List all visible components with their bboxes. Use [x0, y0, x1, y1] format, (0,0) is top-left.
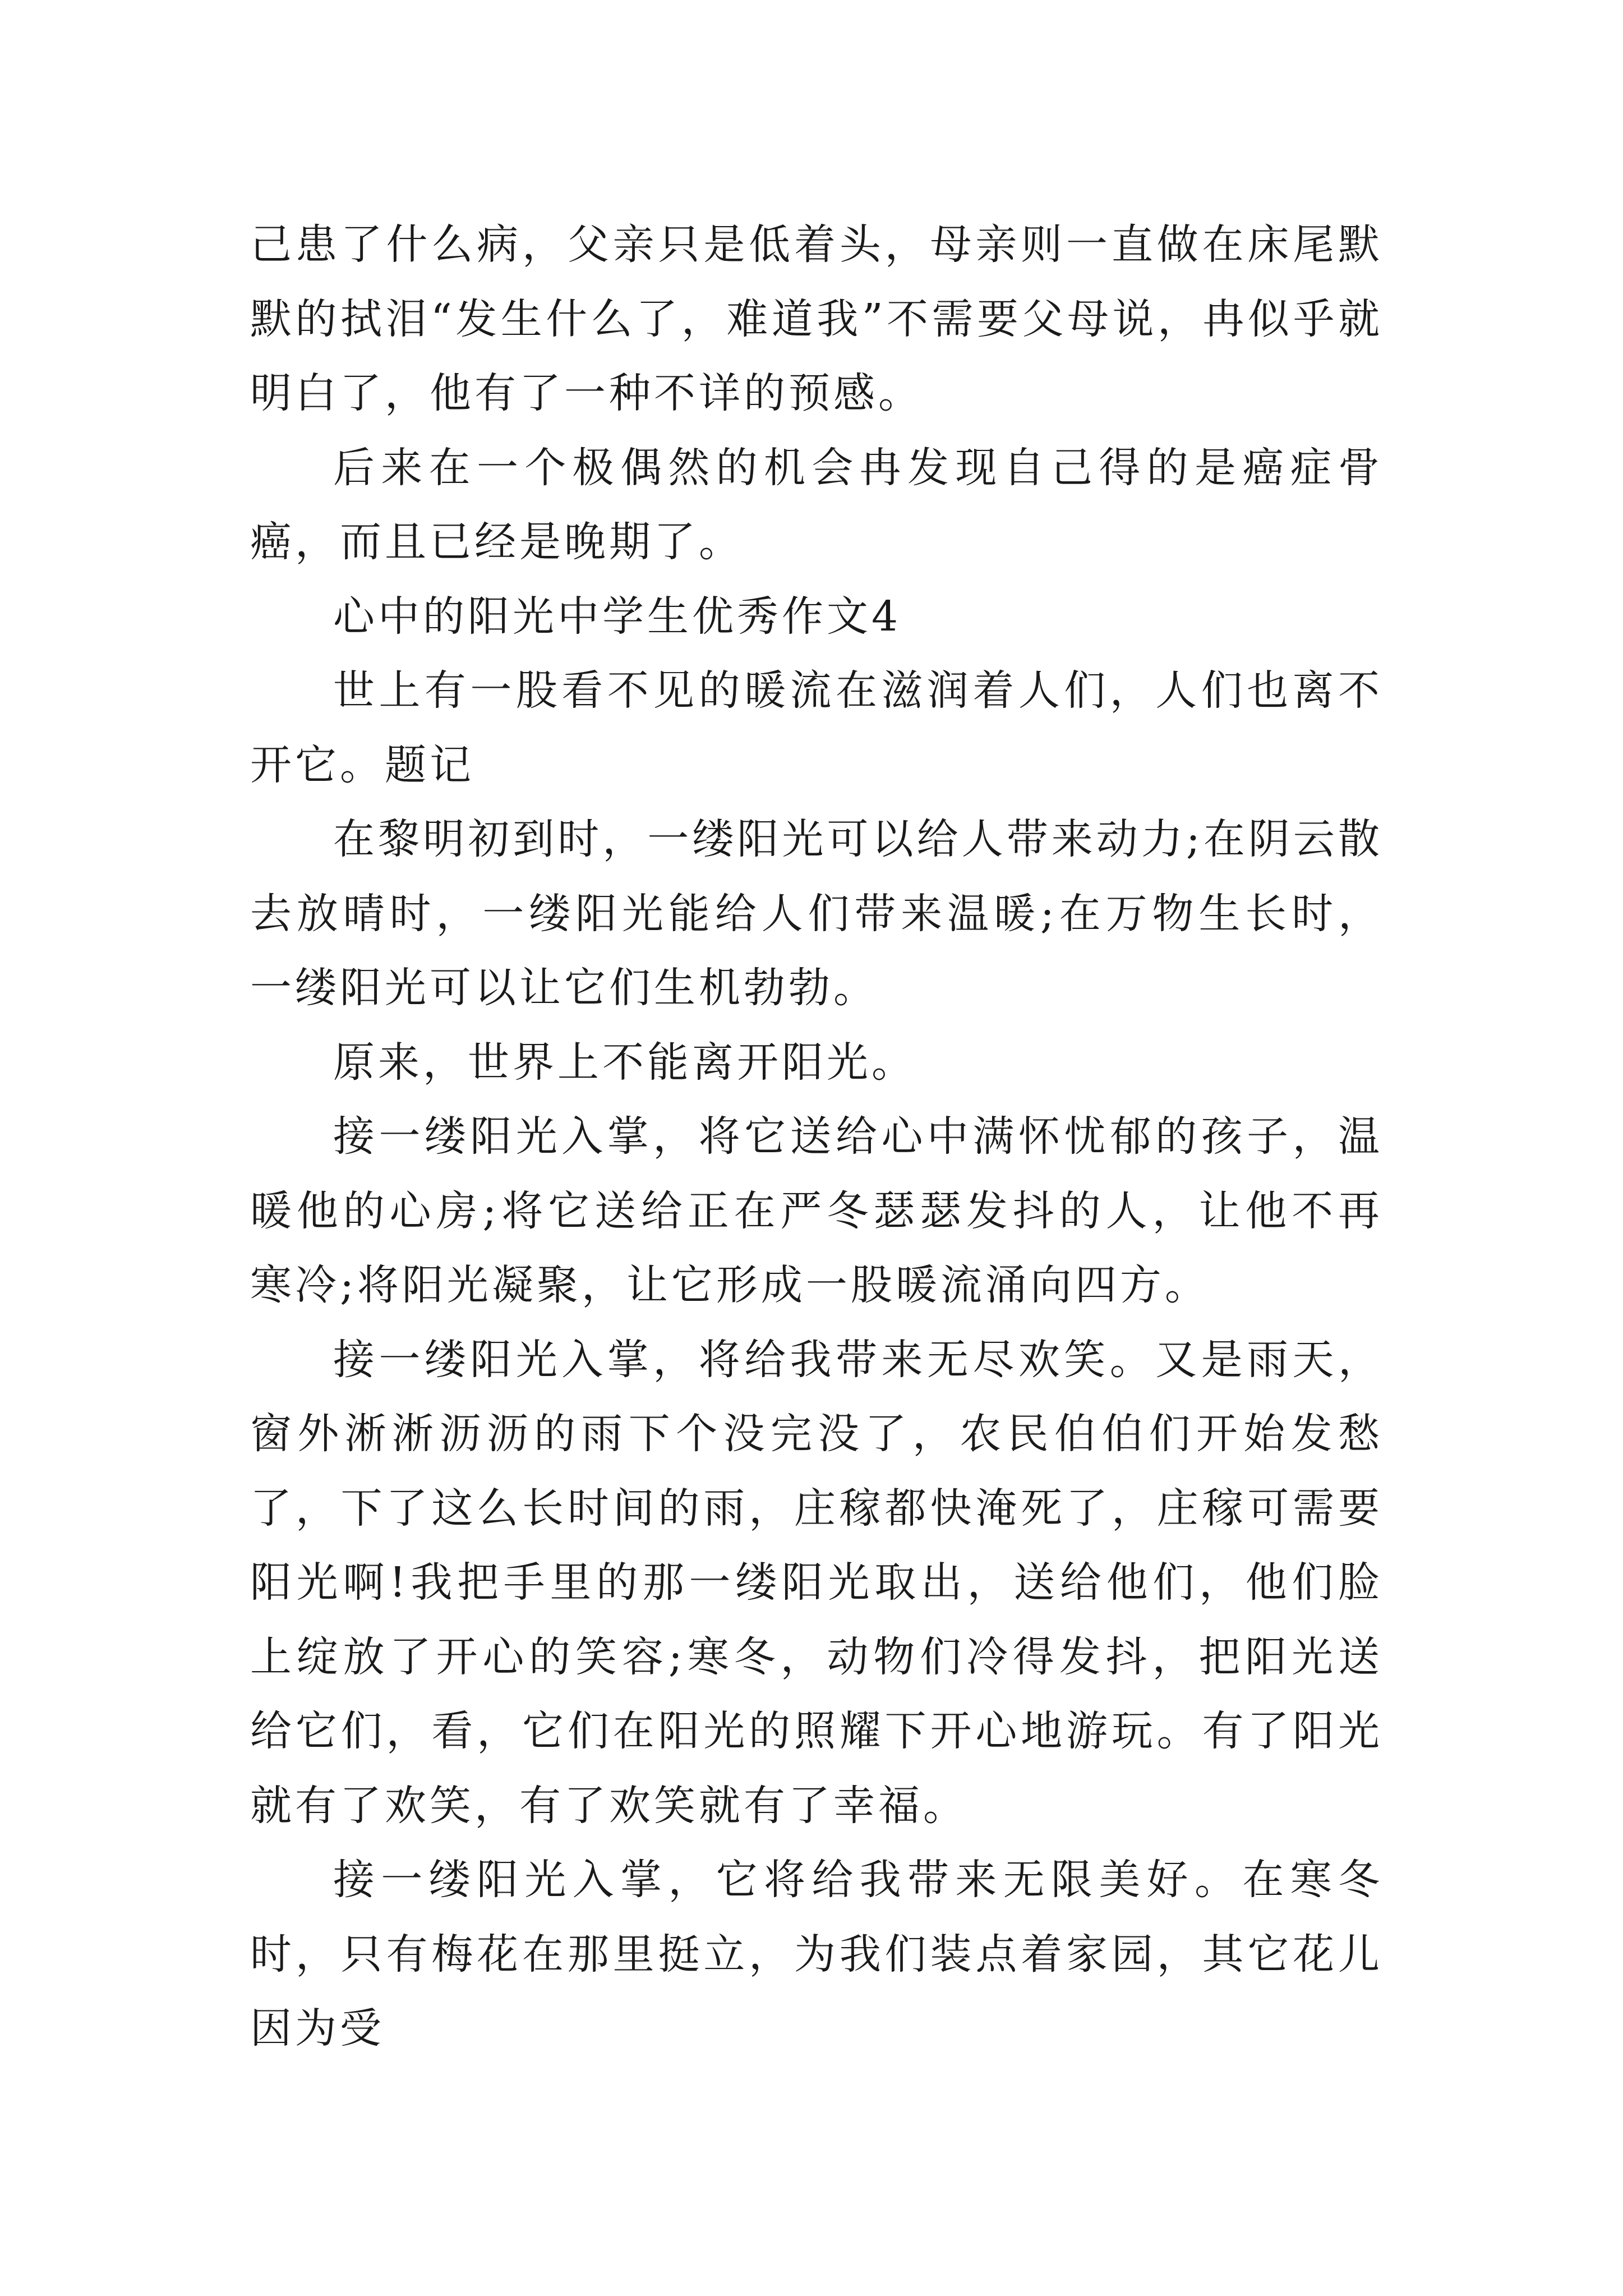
document-body	[250, 208, 1383, 2066]
paragraph-continuation: 己患了什么病，父亲只是低着头，母亲则一直做在床尾默默的拭泪“发生什么了，难道我”不需要父母说，冉似乎就明白了，他有了一种不详的预感。	[250, 220, 1383, 417]
paragraph: 后来在一个极偶然的机会冉发现自己得的是癌症骨癌，而且已经是晚期了。	[250, 443, 1383, 566]
essay-heading: 心中的阳光中学生优秀作文4	[333, 592, 902, 641]
paragraph: 原来，世界上不能离开阳光。	[333, 1038, 916, 1087]
paragraph: 接一缕阳光入掌，将给我带来无尽欢笑。又是雨天，窗外淅淅沥沥的雨下个没完没了，农民伯伯们开始发愁了，下了这么长时间的雨，庄稼都快淹死了，庄稼可需要阳光啊!我把手里的那一缕阳光取出，送给他们，他们脸上绽放了开心的笑容;寒冬，动物们冷得发抖，把阳光送给它们，看，它们在阳光的照耀下开心地游玩。有了阳光就有了欢笑，有了欢笑就有了幸福。	[250, 1335, 1383, 1830]
paragraph: 接一缕阳光入掌，将它送给心中满怀忧郁的孩子，温暖他的心房;将它送给正在严冬瑟瑟发抖的人，让他不再寒冷;将阳光凝聚，让它形成一股暖流涌向四方。	[250, 1112, 1383, 1309]
paragraph: 接一缕阳光入掌，它将给我带来无限美好。在寒冬时，只有梅花在那里挺立，为我们装点着家园，其它花儿因为受	[250, 1856, 1383, 2053]
paragraph: 世上有一股看不见的暖流在滋润着人们，人们也离不开它。题记	[250, 666, 1383, 789]
paragraph: 在黎明初到时，一缕阳光可以给人带来动力;在阴云散去放晴时，一缕阳光能给人们带来温暖;在万物生长时，一缕阳光可以让它们生机勃勃。	[250, 815, 1383, 1012]
